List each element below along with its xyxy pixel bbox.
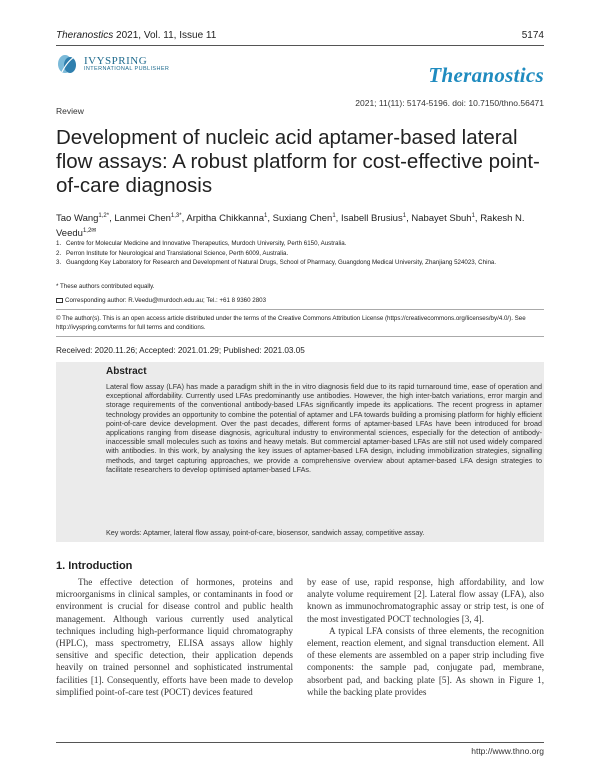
divider bbox=[56, 309, 544, 310]
running-header bbox=[56, 30, 544, 41]
author-affiliation-mark: 1,2✉ bbox=[82, 228, 97, 235]
author-name: Tao Wang$^{1,2*}$ bbox=[56, 213, 110, 225]
footer-rule bbox=[56, 742, 544, 743]
author-affiliation-mark: 1,2* bbox=[98, 213, 110, 219]
affiliation-item: 1. Centre for Molecular Medicine and Innovative Therapeutics, Murdoch University, Perth 6150, Australia. bbox=[56, 240, 347, 247]
ivy-leaf-icon bbox=[56, 52, 80, 76]
affiliation-item: 3. Guangdong Key Laboratory for Research and Development of Natural Drugs, School of Pharmacy, Guangdong Medical University, Zhanjiang 524023, China. bbox=[56, 259, 497, 266]
journal-name: Theranostics bbox=[56, 30, 114, 41]
paragraph: by ease of use, rapid response, high affordability, and low analyte volume requirement [2]. Lateral flow assay (LFA), also known as immunochromatographic assay or strip test, is one of the most investigated POCT technologies [3, 4]. bbox=[307, 577, 544, 624]
author-affiliation-mark: 1,3* bbox=[170, 213, 182, 219]
publisher-sub: INTERNATIONAL PUBLISHER bbox=[84, 65, 170, 72]
author-affiliation-mark: 1 bbox=[264, 213, 268, 219]
envelope-icon bbox=[56, 298, 63, 303]
article-type: Review bbox=[56, 106, 84, 116]
body-column-left bbox=[56, 576, 293, 698]
corresponding-author: Corresponding author: R.Veedu@murdoch.edu.au; Tel.: +61 8 9360 2803 bbox=[56, 296, 266, 305]
journal-brand: Theranostics bbox=[428, 63, 544, 87]
publisher-logo bbox=[56, 52, 169, 76]
abstract-heading: Abstract bbox=[106, 366, 147, 377]
affiliations bbox=[56, 239, 544, 268]
author-name: Isabell Brusius$^1$ bbox=[340, 213, 407, 225]
author-name: Arpitha Chikkanna$^1$ bbox=[186, 213, 268, 225]
issue-info: 2021, Vol. 11, Issue 11 bbox=[116, 30, 217, 41]
citation: 2021; 11(11): 5174-5196. doi: 10.7150/thno.56471 bbox=[355, 98, 544, 108]
divider bbox=[56, 336, 544, 337]
body-column-right bbox=[307, 576, 544, 698]
publication-dates: Received: 2020.11.26; Accepted: 2021.01.29; Published: 2021.03.05 bbox=[56, 346, 305, 355]
equal-contribution-note: * These authors contributed equally. bbox=[56, 283, 155, 290]
publisher-name: IVYSPRING bbox=[84, 54, 148, 67]
author-affiliation-mark: 1 bbox=[332, 213, 336, 219]
section-heading: 1. Introduction bbox=[56, 560, 133, 572]
page-number: 5174 bbox=[521, 30, 544, 41]
author-affiliation-mark: 1 bbox=[471, 213, 475, 219]
author-affiliation-mark: 1 bbox=[402, 213, 407, 219]
license-statement: © The author(s). This is an open access article distributed under the terms of the Creative Commons Attribution License (https://creativecommons.org/licenses/by/4.0/). See http://ivyspring.com/terms for full terms and conditions. bbox=[56, 315, 526, 331]
paragraph: The effective detection of hormones, proteins and microorganisms in clinical samples, or contaminants in food or environment is crucial for disease control and public health management. Although various currently used analytical techniques including high-performance liquid chromatography (HPLC), mass spectrometry, ELISA assays allow highly sensitive and specific detection, their application depends heavily on trained personnel and sophisticated instrumental facilities [1]. Consequently, efforts have been made to develop simplified point-of-care test (POCT) devices featured bbox=[56, 577, 293, 697]
author-name: Lanmei Chen$^{1,3*}$ bbox=[114, 213, 182, 225]
journal-url-link[interactable]: http://www.thno.org bbox=[471, 746, 544, 756]
author-name: Suxiang Chen$^1$ bbox=[272, 213, 336, 225]
affiliation-item: 2. Perron Institute for Neurological and Translational Science, Perth 6009, Australia. bbox=[56, 249, 289, 257]
header-rule bbox=[56, 45, 544, 46]
article-title: Development of nucleic acid aptamer-based lateral flow assays: A robust platform for cost-effective point-of-care diagnosis bbox=[56, 126, 540, 197]
running-header-left bbox=[56, 30, 216, 41]
author-name: Rakesh N. Veedu$^{1,2✉}$ bbox=[56, 213, 525, 240]
keywords: Key words: Aptamer, lateral flow assay, point-of-care, biosensor, sandwich assay, competitive assay. bbox=[106, 528, 425, 537]
abstract-text: Lateral flow assay (LFA) has made a paradigm shift in the in vitro diagnosis field due to its rapid turnaround time, ease of operation and exceptional affordability. Currently used LFAs predominantly use antibodies. However, the high inter-batch variations, error margin and storage requirements of the conventional antibody-based LFAs significantly impede its applications. The recent progress in aptamer technology provides an opportunity to combine the potential of aptamer and LFA towards building a promising platform for highly efficient point-of-care device development. Over the past decades, different forms of aptamer-based LFAs have been introduced for broad applications ranging from disease diagnosis, agricultural industry to environmental sciences, especially for the detection of antibody-inaccessible small molecules such as toxins and heavy metals. But commercial aptamer-based LFAs are still not used widely compared with antibodies. In this work, by analysing the key issues of aptamer-based LFA design, including immobilization strategies, signalling methods, and target capturing approaches, we provide a comprehensive overview about aptamer-based LFA design strategies to facilitate researchers to develop optimised aptamer-based LFAs. bbox=[106, 382, 542, 474]
paragraph: A typical LFA consists of three elements, the recognition element, reaction element, and signal transduction element. All of these elements are assembled on a paper strip including five components: the sample pad, conjugate pad, membrane, absorbent pad, and backing plate [5]. As shown in Figure 1, while the backing plate provides bbox=[307, 625, 544, 697]
author-list: Tao Wang$^{1,2*}$, Lanmei Chen$^{1,3*}$, Arpitha Chikkanna$^1$, Suxiang Chen$^1$, Isabell Brusius$^1$, Nabayet Sbuh$^1$, Rakesh N. Veedu$^{1,2✉}$ bbox=[56, 213, 525, 240]
author-name: Nabayet Sbuh$^1$ bbox=[411, 213, 475, 225]
